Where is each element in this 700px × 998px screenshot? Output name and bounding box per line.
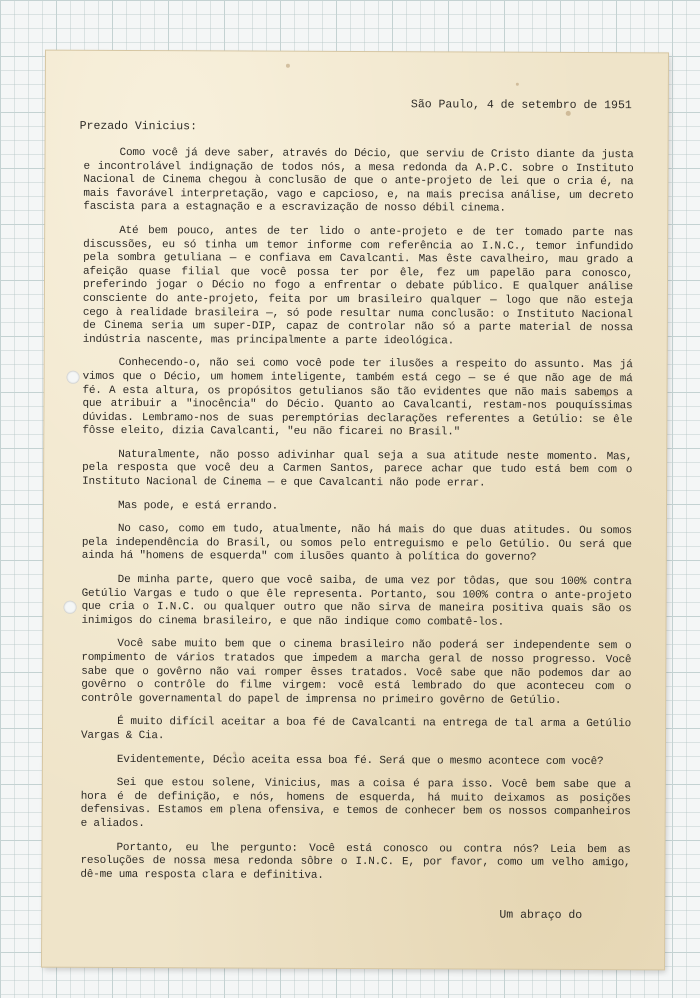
paragraph: É muito difícil aceitar a boa fé de Cavalcanti na entrega de tal arma a Getúlio Vargas & Cia. (80, 716, 632, 743)
paragraph: Naturalmente, não posso adivinhar qual seja a sua atitude neste momento. Mas, pela resposta que você deu a Carmen Santos, parece achar que tudo está bem com o Instituto Nacional de Cinema — e que Cavalcanti não pode errar. (82, 448, 633, 490)
paragraph: Sei que estou solene, Vinicius, mas a coisa é para isso. Você bem sabe que a hora é de definição, e nós, homens de esquerda, há muito deixamos as posições defensivas. Estamos em plena ofensiva, e temos de conhecer bem os nossos companheiros e aliados. (80, 777, 631, 831)
paragraph: Evidentemente, Décio aceita essa boa fé. Será que o mesmo acontece com você? (116, 753, 604, 768)
paragraph: Mas pode, e está errando. (117, 499, 279, 513)
letter-closing: Um abraço do (499, 908, 583, 922)
letter-salutation: Prezado Vinicius: (79, 119, 198, 134)
paragraph: Portanto, eu lhe pergunto: Você está conosco ou contra nós? Leia bem as resoluções de nossa mesa redonda sôbre o I.N.C. E, por favor, como um velho amigo, dê-me uma resposta clara e definitiva. (80, 841, 631, 882)
paragraph: Até bem pouco, antes de ter lido o ante-projeto e de ter tomado parte nas discussões, eu só tinha um temor informe com referência ao I.N.C., temor infundido pela sombra getuliana — e confiava em Cavalcanti. Mas êste cavalheiro, mau grado a afeição quase filial que você possa ter por êle, fez um papelão para conosco, preferindo jogar o Décio no fogo a enfrentar o debate público. E qualquer análise consciente do ante-projeto, feita por um brasileiro qualquer — logo que não esteja cego à realidade brasileira —, só pode resultar numa conclusão: o Instituto Nacional de Cinema seria um super-DIP, capaz de controlar não só a parte material de nossa indústria nascente, mas principalmente a parte ideológica. (82, 224, 634, 348)
letter-date: São Paulo, 4 de setembro de 1951 (410, 98, 632, 113)
paragraph: De minha parte, quero que você saiba, de uma vez por tôdas, que sou 100% contra Getúlio Vargas e tudo o que êle representa. Portanto, sou 100% contra o ante-projeto que cria o I.N.C. ou qualquer outro que não sirva de maneira positiva quais são os inimigos do cinema brasileiro, e que não indique como combatê-los. (81, 573, 632, 629)
paragraph: Você sabe muito bem que o cinema brasileiro não poderá ser independente sem o rompimento de vários tratados que impedem a marcha geral de nosso progresso. Você sabe que o govêrno não vai romper êsses tratados. Você sabe que não podemos dar ao govêrno o contrôle do filme virgem: você está lembrado do que aconteceu com o contrôle governamental do papel de imprensa no primeiro govêrno de Getúlio. (81, 638, 632, 707)
letter-sheet (42, 51, 668, 970)
paragraph: Conhecendo-o, não sei como você pode ter ilusões a respeito do assunto. Mas já vimos que o Décio, um homem inteligente, também está cego — se é que não age de má fé. A esta altura, os propósitos getulianos são tão evidentes que não mais sabemos a que atribuir a "inocência" do Décio. Quanto ao Cavalcanti, restam-nos pouquíssimas dúvidas. Lembramo-nos de suas peremptórias declarações referentes a Getúlio: se êle fôsse eleito, dizia Cavalcanti, "eu não ficarei no Brasil." (82, 357, 633, 439)
letter-body (80, 147, 633, 895)
paragraph: No caso, como em tudo, atualmente, não há mais do que duas atitudes. Ou somos pela independência do Brasil, ou somos pelo entreguismo e pelo Getúlio. Ou será que ainda há "homens de esquerda" com ilusões quanto à política do governo? (81, 523, 632, 565)
stain-mark (286, 64, 290, 68)
paragraph: Como você já deve saber, através do Décio, que serviu de Cristo diante da justa e incontrolável indignação de todos nós, a mesa redonda da A.P.C. sobre o Instituto Nacional de Cinema chegou à conclusão de que o ante-projeto de lei que o cria é, na mais favorável interpretação, vago e capcioso, e, na mais precisa análise, um decreto fascista para a estagnação e a escravização de nosso débil cinema. (83, 146, 634, 216)
stain-mark (516, 83, 519, 86)
punch-hole (64, 601, 77, 614)
punch-hole (67, 371, 80, 384)
